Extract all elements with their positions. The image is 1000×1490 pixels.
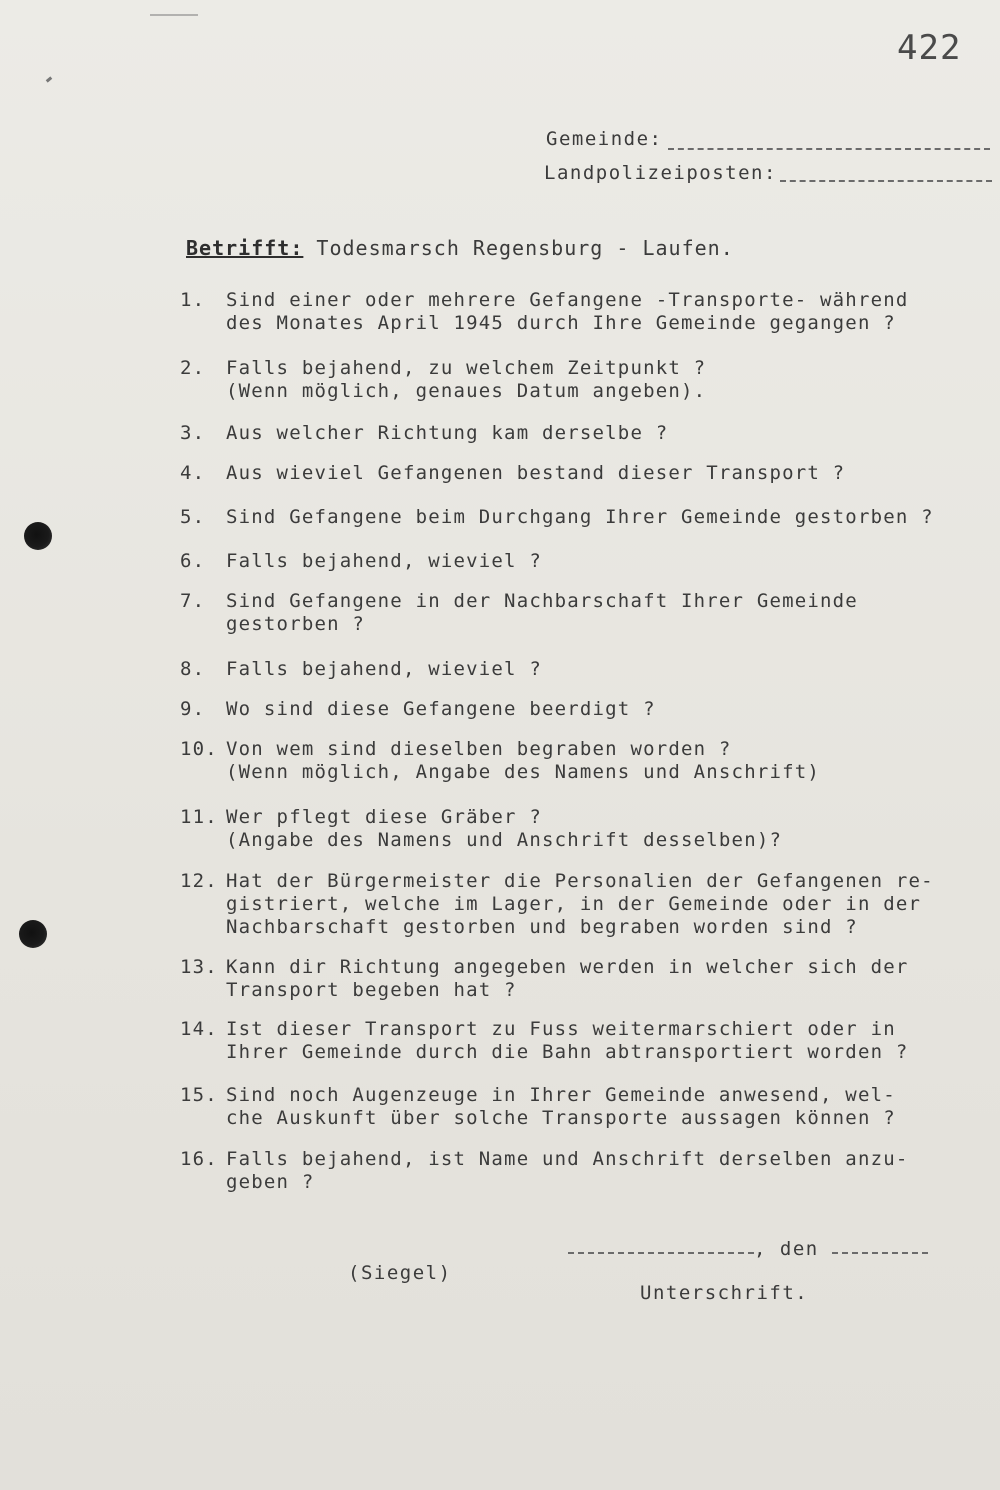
question-number: 9.: [180, 698, 206, 720]
question-text: [226, 806, 782, 852]
question-text: [226, 1018, 909, 1064]
page-number: 422: [897, 28, 962, 68]
question-number: 11.: [180, 806, 218, 828]
question-number: 4.: [180, 462, 206, 484]
punch-hole-bottom: [19, 920, 47, 948]
question-text: [226, 422, 668, 445]
question-text: [226, 590, 858, 636]
question-number: 12.: [180, 870, 218, 892]
question-text: [226, 698, 656, 721]
question-text-line: Wer pflegt diese Gräber ?: [226, 806, 542, 828]
question-number: 1.: [180, 289, 206, 311]
seal-label: (Siegel): [348, 1262, 452, 1284]
question-text-line: Falls bejahend, ist Name und Anschrift derselben anzu-: [226, 1148, 909, 1170]
question-text-line: Transport begeben hat ?: [226, 979, 517, 1001]
question-text-line: (Angabe des Namens und Anschrift desselben)?: [226, 829, 783, 851]
question-text-line: Falls bejahend, zu welchem Zeitpunkt ?: [226, 357, 707, 379]
question-text: [226, 289, 909, 335]
question-text-line: des Monates April 1945 durch Ihre Gemeinde gegangen ?: [226, 312, 896, 334]
question-text-line: Wo sind diese Gefangene beerdigt ?: [226, 698, 656, 720]
subject-line: [186, 236, 734, 260]
question-number: 7.: [180, 590, 206, 612]
question-text-line: che Auskunft über solche Transporte aussagen können ?: [226, 1107, 896, 1129]
question-text-line: Sind Gefangene beim Durchgang Ihrer Gemeinde gestorben ?: [226, 506, 934, 528]
question-text-line: Aus welcher Richtung kam derselbe ?: [226, 422, 669, 444]
question-number: 8.: [180, 658, 206, 680]
question-text-line: gistriert, welche im Lager, in der Gemeinde oder in der: [226, 893, 922, 915]
question-number: 6.: [180, 550, 206, 572]
question-number: 16.: [180, 1148, 218, 1170]
place-blank-line: [568, 1252, 754, 1254]
question-text: [226, 956, 909, 1002]
question-text: [226, 357, 706, 403]
question-number: 15.: [180, 1084, 218, 1106]
question-text: [226, 738, 820, 784]
municipality-blank-line: [668, 148, 990, 150]
question-text-line: Kann dir Richtung angegeben werden in welcher sich der: [226, 956, 909, 978]
question-number: 2.: [180, 357, 206, 379]
question-text-line: gestorben ?: [226, 613, 366, 635]
date-blank-line: [832, 1252, 928, 1254]
police-post-label: Landpolizeiposten:: [544, 162, 777, 184]
subject-label: Betrifft:: [186, 236, 304, 260]
question-text-line: Sind einer oder mehrere Gefangene -Transporte- während: [226, 289, 909, 311]
date-label: , den: [754, 1238, 819, 1260]
question-text: [226, 550, 542, 573]
question-text: [226, 462, 845, 485]
question-text-line: Ist dieser Transport zu Fuss weitermarschiert oder in: [226, 1018, 896, 1040]
question-text: [226, 506, 934, 529]
question-number: 14.: [180, 1018, 218, 1040]
question-text-line: (Wenn möglich, genaues Datum angeben).: [226, 380, 707, 402]
question-text-line: geben ?: [226, 1171, 315, 1193]
subject-text: Todesmarsch Regensburg - Laufen.: [316, 236, 734, 260]
question-text: [226, 1084, 896, 1130]
question-text-line: Sind noch Augenzeuge in Ihrer Gemeinde anwesend, wel-: [226, 1084, 896, 1106]
question-text-line: Falls bejahend, wieviel ?: [226, 550, 542, 572]
punch-hole-top: [24, 522, 52, 550]
question-number: 13.: [180, 956, 218, 978]
question-text-line: Hat der Bürgermeister die Personalien der Gefangenen re-: [226, 870, 934, 892]
scan-mark: [150, 14, 198, 16]
question-number: 3.: [180, 422, 206, 444]
scan-mark: [46, 76, 53, 82]
question-text-line: Aus wieviel Gefangenen bestand dieser Transport ?: [226, 462, 846, 484]
question-number: 10.: [180, 738, 218, 760]
question-text: [226, 870, 934, 939]
question-text-line: Von wem sind dieselben begraben worden ?: [226, 738, 732, 760]
question-text: [226, 658, 542, 681]
question-text-line: Ihrer Gemeinde durch die Bahn abtransportiert worden ?: [226, 1041, 909, 1063]
question-text-line: (Wenn möglich, Angabe des Namens und Anschrift): [226, 761, 821, 783]
question-text-line: Nachbarschaft gestorben und begraben worden sind ?: [226, 916, 858, 938]
question-number: 5.: [180, 506, 206, 528]
question-text-line: Falls bejahend, wieviel ?: [226, 658, 542, 680]
question-text-line: Sind Gefangene in der Nachbarschaft Ihrer Gemeinde: [226, 590, 858, 612]
police-post-blank-line: [780, 180, 992, 182]
municipality-label: Gemeinde:: [546, 128, 663, 150]
signature-label: Unterschrift.: [640, 1282, 809, 1304]
question-text: [226, 1148, 909, 1194]
